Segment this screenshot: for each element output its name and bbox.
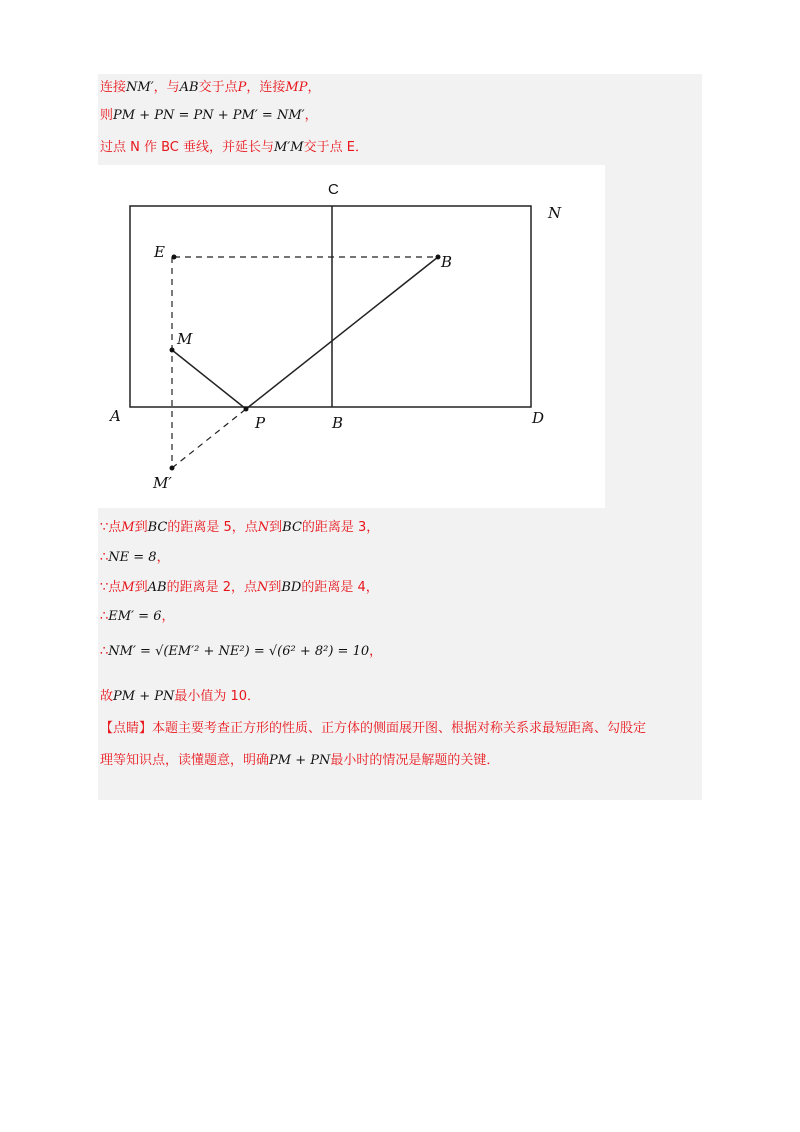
rectangle-ADNM bbox=[130, 206, 531, 407]
segment-PB bbox=[246, 257, 438, 409]
label-D: D bbox=[532, 409, 545, 427]
label-B-top: B bbox=[441, 253, 453, 271]
point-B-top bbox=[436, 255, 441, 260]
solution-line-7: ∴EM′ = 6， bbox=[100, 609, 175, 624]
solution-line-4: ∵点M到BC的距离是 5，点N到BC的距离是 3， bbox=[100, 520, 380, 535]
segment-MP bbox=[172, 350, 246, 409]
label-P: P bbox=[255, 414, 266, 432]
solution-line-8: ∴NM′ = √(EM′² + NE²) = √(6² + 8²) = 10， bbox=[100, 644, 383, 659]
point-P bbox=[244, 407, 249, 412]
unfolded-prism-diagram bbox=[98, 165, 605, 508]
solution-line-6: ∵点M到AB的距离是 2，点N到BD的距离是 4， bbox=[100, 580, 379, 595]
solution-line-5: ∴NE = 8， bbox=[100, 550, 170, 565]
label-B: B bbox=[332, 414, 344, 432]
solution-line-3: 过点 N 作 BC 垂线，并延长与M′M交于点 E． bbox=[100, 140, 368, 155]
solution-line-9: 故PM + PN最小值为 10． bbox=[100, 689, 261, 704]
label-A: A bbox=[110, 407, 121, 425]
solution-line-11: 理等知识点，读懂题意，明确PM + PN最小时的情况是解题的关键． bbox=[100, 753, 500, 768]
label-E: E bbox=[154, 243, 165, 261]
solution-line-1: 连接NM′，与AB交于点P，连接MP， bbox=[100, 80, 321, 95]
label-N: N bbox=[548, 204, 562, 222]
point-M-prime bbox=[170, 466, 175, 471]
label-C: C bbox=[328, 181, 339, 198]
solution-line-2: 则PM + PN = PN + PM′ = NM′， bbox=[100, 108, 318, 123]
dashed-segment-M-prime-P bbox=[172, 409, 246, 468]
label-M: M bbox=[177, 330, 193, 348]
solution-line-10: 【点睛】本题主要考查正方形的性质、正方体的侧面展开图、根据对称关系求最短距离、勾股定 bbox=[100, 721, 647, 736]
label-M-prime: M′ bbox=[153, 474, 172, 492]
point-M bbox=[170, 348, 175, 353]
geometry-figure bbox=[98, 165, 605, 508]
point-E bbox=[172, 255, 177, 260]
